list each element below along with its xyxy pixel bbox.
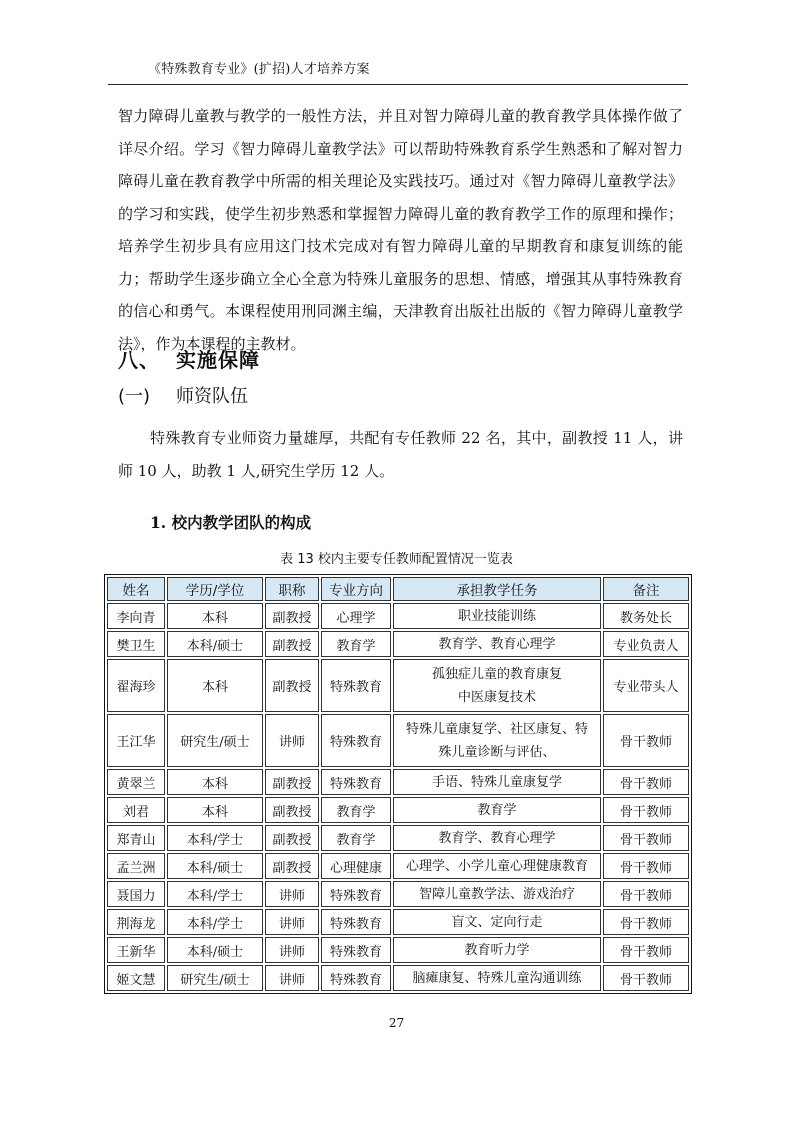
- cell-name: 李向青: [107, 603, 165, 629]
- cell-line: 盲文、定向行走: [451, 914, 543, 930]
- cell-line: 殊儿童诊断与评估、: [438, 744, 556, 760]
- cell-name: 黄翠兰: [107, 769, 165, 795]
- cell-notes: 骨干教师: [603, 714, 689, 767]
- cell-notes: 骨干教师: [603, 937, 689, 963]
- cell-title: 副教授: [265, 797, 319, 823]
- cell-major: 特殊教育: [321, 881, 391, 907]
- table-row: [107, 769, 689, 795]
- cell-courses: [393, 853, 601, 879]
- cell-notes: 骨干教师: [603, 853, 689, 879]
- cell-line: 教育学、教育心理学: [438, 636, 556, 652]
- cell-major: 心理学: [321, 603, 391, 629]
- cell-name: 孟兰洲: [107, 853, 165, 879]
- cell-courses: [393, 769, 601, 795]
- cell-name: 荆海龙: [107, 909, 165, 935]
- cell-notes: 骨干教师: [603, 769, 689, 795]
- cell-line: 智障儿童教学法、游戏治疗: [418, 886, 575, 902]
- cell-title: 讲师: [265, 909, 319, 935]
- cell-line: 心理学、小学儿童心理健康教育: [405, 858, 588, 874]
- cell-courses: [393, 909, 601, 935]
- table-row: [107, 937, 689, 963]
- section-title: 实施保障: [176, 348, 260, 372]
- cell-education: 研究生/硕士: [167, 714, 263, 767]
- cell-title: 副教授: [265, 659, 319, 712]
- table-row: [107, 659, 689, 712]
- cell-education: 本科/学士: [167, 909, 263, 935]
- cell-line: 教育学、教育心理学: [438, 830, 556, 846]
- cell-name: 刘君: [107, 797, 165, 823]
- subsection-heading: [118, 382, 248, 408]
- cell-notes: 教务处长: [603, 603, 689, 629]
- table-row: [107, 603, 689, 629]
- cell-major: 特殊教育: [321, 909, 391, 935]
- cell-courses: [393, 965, 601, 991]
- cell-education: 研究生/硕士: [167, 965, 263, 991]
- cell-major: 特殊教育: [321, 937, 391, 963]
- cell-title: 副教授: [265, 769, 319, 795]
- cell-major: 特殊教育: [321, 965, 391, 991]
- cell-name: 郑青山: [107, 825, 165, 851]
- cell-education: 本科/硕士: [167, 853, 263, 879]
- table-header-row: [107, 577, 689, 601]
- table-row: [107, 853, 689, 879]
- cell-notes: 专业带头人: [603, 659, 689, 712]
- cell-major: 教育学: [321, 825, 391, 851]
- cell-title: 副教授: [265, 853, 319, 879]
- cell-major: 心理健康: [321, 853, 391, 879]
- cell-notes: 骨干教师: [603, 909, 689, 935]
- header-divider: [108, 84, 688, 85]
- cell-name: 王江华: [107, 714, 165, 767]
- faculty-table-container: [104, 574, 690, 994]
- faculty-paragraph: 特殊教育专业师资力量雄厚，共配有专任教师 22 名，其中，副教授 11 人，讲师 10 人，助教 1 人,研究生学历 12 人。: [118, 429, 683, 480]
- cell-notes: 骨干教师: [603, 797, 689, 823]
- cell-major: 特殊教育: [321, 659, 391, 712]
- cell-line: 脑瘫康复、特殊儿童沟通训练: [412, 970, 582, 986]
- table-row: [107, 825, 689, 851]
- cell-education: 本科/硕士: [167, 631, 263, 657]
- cell-education: 本科/学士: [167, 825, 263, 851]
- cell-notes: 骨干教师: [603, 881, 689, 907]
- subsection-title: 师资队伍: [176, 386, 248, 407]
- cell-courses: [393, 797, 601, 823]
- cell-education: 本科/学士: [167, 881, 263, 907]
- table-row: [107, 909, 689, 935]
- cell-title: 讲师: [265, 881, 319, 907]
- table-caption: 表 13 校内主要专任教师配置情况一览表: [280, 552, 513, 567]
- header-notes: 备注: [603, 577, 689, 601]
- cell-major: 教育学: [321, 631, 391, 657]
- cell-line: 教育学: [477, 802, 517, 818]
- table-body: [107, 603, 689, 991]
- cell-line: 教育听力学: [464, 942, 530, 958]
- cell-notes: 专业负责人: [603, 631, 689, 657]
- cell-courses: [393, 659, 601, 712]
- cell-title: 讲师: [265, 714, 319, 767]
- page-number: 27: [388, 1016, 405, 1030]
- cell-courses: [393, 881, 601, 907]
- cell-notes: 骨干教师: [603, 965, 689, 991]
- faculty-table: [104, 574, 692, 994]
- cell-title: 讲师: [265, 937, 319, 963]
- table-row: [107, 714, 689, 767]
- cell-major: 特殊教育: [321, 714, 391, 767]
- cell-line: 中医康复技术: [457, 689, 536, 705]
- section-heading: [118, 344, 260, 373]
- cell-title: 讲师: [265, 965, 319, 991]
- cell-title: 副教授: [265, 603, 319, 629]
- cell-title: 副教授: [265, 631, 319, 657]
- header-name: 姓名: [107, 577, 165, 601]
- section-number: 八、: [118, 348, 160, 372]
- cell-name: 樊卫生: [107, 631, 165, 657]
- cell-courses: [393, 631, 601, 657]
- cell-name: 聂国力: [107, 881, 165, 907]
- intro-paragraph: 智力障碍儿童教与教学的一般性方法，并且对智力障碍儿童的教育教学具体操作做了详尽介绍。学习《智力障碍儿童教学法》可以帮助特殊教育系学生熟悉和了解对智力障碍儿童在教育教学中所需的相关理论及实践技巧。通过对《智力障碍儿童教学法》的学习和实践，使学生初步熟悉和掌握智力障碍儿童的教育教学工作的原理和操作；培养学生初步具有应用这门技术完成对有智力障碍儿童的早期教育和康复训练的能力；帮助学生逐步确立全心全意为特殊儿童服务的思想、情感，增强其从事特殊教育的信心和勇气。本课程使用刑同渊主编，天津教育出版社出版的《智力障碍儿童教学法》，作为本课程的主教材。: [118, 107, 683, 353]
- cell-title: 副教授: [265, 825, 319, 851]
- table-row: [107, 797, 689, 823]
- cell-major: 特殊教育: [321, 769, 391, 795]
- cell-education: 本科: [167, 659, 263, 712]
- cell-line: 特殊儿童康复学、社区康复、特: [405, 721, 588, 737]
- cell-line: 职业技能训练: [457, 608, 536, 624]
- header-education: 学历/学位: [167, 577, 263, 601]
- cell-major: 教育学: [321, 797, 391, 823]
- cell-courses: [393, 714, 601, 767]
- cell-line: 孤独症儿童的教育康复: [431, 666, 562, 682]
- table-row: [107, 631, 689, 657]
- cell-name: 王新华: [107, 937, 165, 963]
- cell-education: 本科: [167, 769, 263, 795]
- cell-line: 手语、特殊儿童康复学: [431, 774, 562, 790]
- cell-name: 姬文慧: [107, 965, 165, 991]
- cell-education: 本科: [167, 603, 263, 629]
- cell-name: 翟海珍: [107, 659, 165, 712]
- cell-notes: 骨干教师: [603, 825, 689, 851]
- subsection-number: (一): [118, 386, 151, 407]
- header-courses: 承担教学任务: [393, 577, 601, 601]
- cell-courses: [393, 825, 601, 851]
- cell-courses: [393, 603, 601, 629]
- cell-courses: [393, 937, 601, 963]
- subsubsection-heading: 1. 校内教学团队的构成: [150, 513, 312, 532]
- cell-education: 本科: [167, 797, 263, 823]
- table-row: [107, 881, 689, 907]
- running-header: 《特殊教育专业》(扩招)人才培养方案: [148, 62, 370, 77]
- table-row: [107, 965, 689, 991]
- header-major: 专业方向: [321, 577, 391, 601]
- header-title: 职称: [265, 577, 319, 601]
- cell-education: 本科/硕士: [167, 937, 263, 963]
